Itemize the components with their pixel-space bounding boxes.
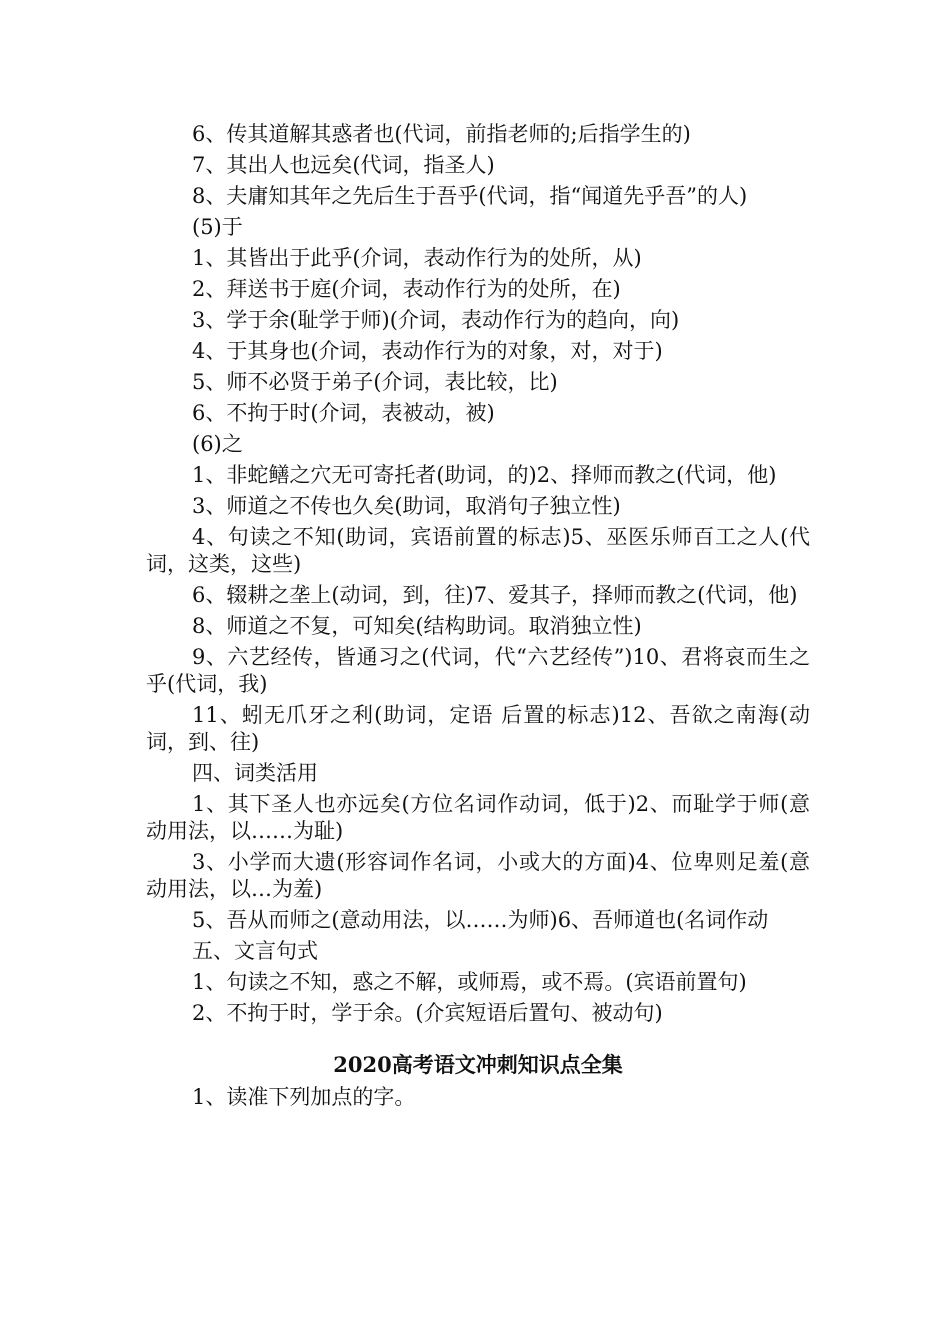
paragraph: 11、蚓无爪牙之利(助词，定语 后置的标志)12、吾欲之南海(动词，到、往) — [146, 703, 810, 754]
section-label: (5)于 — [192, 215, 243, 239]
paragraph: 6、不拘于时(介词，表被动，被) — [192, 401, 495, 425]
section-heading: 四、词类活用 — [192, 761, 318, 785]
paragraph: 1、非蛇鳝之穴无可寄托者(助词，的)2、择师而教之(代词，他) — [192, 463, 777, 487]
paragraph: 6、传其道解其惑者也(代词，前指老师的;后指学生的) — [192, 122, 691, 146]
paragraph: 7、其出人也远矣(代词，指圣人) — [192, 153, 495, 177]
paragraph: 2、不拘于时，学于余。(介宾短语后置句、被动句) — [192, 1001, 663, 1025]
paragraph: 6、辍耕之垄上(动词，到，往)7、爱其子，择师而教之(代词，他) — [192, 583, 798, 607]
paragraph: 1、读准下列加点的字。 — [192, 1085, 416, 1109]
paragraph: 8、夫庸知其年之先后生于吾乎(代词，指“闻道先乎吾”的人) — [192, 184, 748, 208]
paragraph: 5、师不必贤于弟子(介词，表比较，比) — [192, 370, 558, 394]
paragraph: 5、吾从而师之(意动用法，以……为师)6、吾师道也(名词作动 — [192, 908, 769, 932]
paragraph: 1、句读之不知，惑之不解，或师焉，或不焉。(宾语前置句) — [192, 970, 747, 994]
paragraph: 9、六艺经传，皆通习之(代词，代“六艺经传”)10、君将哀而生之乎(代词，我) — [146, 645, 810, 696]
paragraph: 4、句读之不知(助词，宾语前置的标志)5、巫医乐师百工之人(代词，这类，这些) — [146, 525, 810, 576]
paragraph: 3、师道之不传也久矣(助词，取消句子独立性) — [192, 494, 621, 518]
document-page — [146, 121, 810, 1115]
paragraph: 3、学于余(耻学于师)(介词，表动作行为的趋向，向) — [192, 308, 680, 332]
paragraph: 1、其下圣人也亦远矣(方位名词作动词，低于)2、而耻学于师(意动用法，以……为耻) — [146, 792, 810, 843]
section-label: (6)之 — [192, 432, 243, 456]
section-heading: 五、文言句式 — [192, 939, 318, 963]
paragraph: 8、师道之不复，可知矣(结构助词。取消独立性) — [192, 614, 642, 638]
paragraph: 1、其皆出于此乎(介词，表动作行为的处所，从) — [192, 246, 642, 270]
paragraph: 2、拜送书于庭(介词，表动作行为的处所，在) — [192, 277, 621, 301]
document-title: 2020高考语文冲刺知识点全集 — [333, 1052, 623, 1077]
paragraph: 3、小学而大遗(形容词作名词，小或大的方面)4、位卑则足羞(意动用法，以…为羞) — [146, 850, 810, 901]
paragraph: 4、于其身也(介词，表动作行为的对象，对，对于) — [192, 339, 663, 363]
